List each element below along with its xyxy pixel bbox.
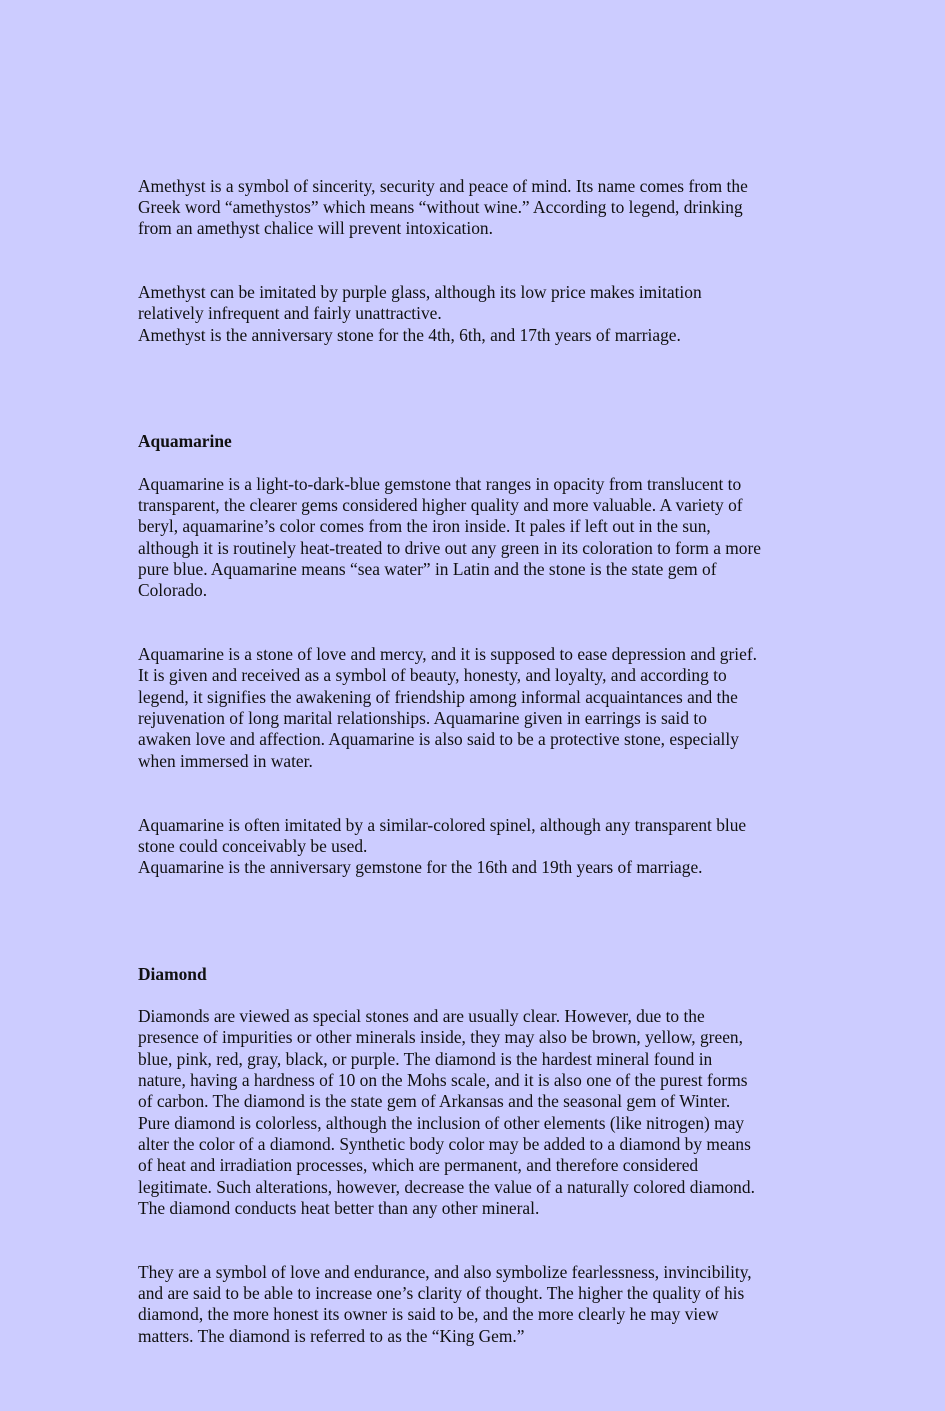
aquamarine-paragraph-2: Aquamarine is a stone of love and mercy, and it is supposed to ease depression and grief. It is given and received as a symbol of beauty, honesty, and loyalty, and according to legend, it signifies the awakening of friendship among informal acquaintances and the rejuvenation of long marital relationships. Aquamarine given in earrings is said to awaken love and affection. Aquamarine is also said to be a protective stone, especially when immersed in water. [138, 644, 757, 771]
diamond-paragraph-1: Diamonds are viewed as special stones and are usually clear. However, due to the presence of impurities or other minerals inside, they may also be brown, yellow, green, blue, pink, red, gray, black, or purple. The diamond is the hardest mineral found in nature, having a hardness of 10 on the Mohs scale, and it is also one of the purest forms of carbon. The diamond is the state gem of Arkansas and the seasonal gem of Winter. Pure diamond is colorless, although the inclusion of other elements (like nitrogen) may alter the color of a diamond. Synthetic body color may be added to a diamond by means of heat and irradiation processes, which are permanent, and therefore considered legitimate. Such alterations, however, decrease the value of a naturally colored diamond. The diamond conducts heat better than any other mineral. [138, 1006, 755, 1218]
amethyst-paragraph-1: Amethyst is a symbol of sincerity, security and peace of mind. Its name comes from the Greek word “amethystos” which means “without wine.” According to legend, drinking from an amethyst chalice will prevent intoxication. [138, 175, 748, 239]
diamond-heading: Diamond [138, 963, 207, 984]
document-body [138, 133, 815, 1411]
diamond-section [138, 942, 815, 1219]
aquamarine-paragraph-1: Aquamarine is a light-to-dark-blue gemstone that ranges in opacity from translucent to transparent, the clearer gems considered higher quality and more valuable. A variety of beryl, aquamarine’s color comes from the iron inside. It pales if left out in the sun, although it is routinely heat-treated to drive out any green in its coloration to form a more pure blue. Aquamarine means “sea water” in Latin and the stone is the state gem of Colorado. [138, 473, 761, 601]
amethyst-paragraph-2: Amethyst can be imitated by purple glass, although its low price makes imitation relatively infrequent and fairly unattractive. Amethyst is the anniversary stone for the 4th, 6th, and 17th years of marriage. [138, 282, 702, 345]
aquamarine-paragraph-3: Aquamarine is often imitated by a similar-colored spinel, although any transparent blue stone could conceivably be used. Aquamarine is the anniversary gemstone for the 16th and 19th years of marriage. [138, 814, 747, 878]
aquamarine-section [138, 410, 815, 602]
aquamarine-heading: Aquamarine [138, 431, 232, 452]
diamond-paragraph-2: They are a symbol of love and endurance, and also symbolize fearlessness, invincibility, and are said to be able to increase one’s clarity of thought. The higher the quality of his diamond, the more honest its owner is said to be, and the more clearly he may view matters. The diamond is referred to as the “King Gem.” [138, 1261, 752, 1346]
